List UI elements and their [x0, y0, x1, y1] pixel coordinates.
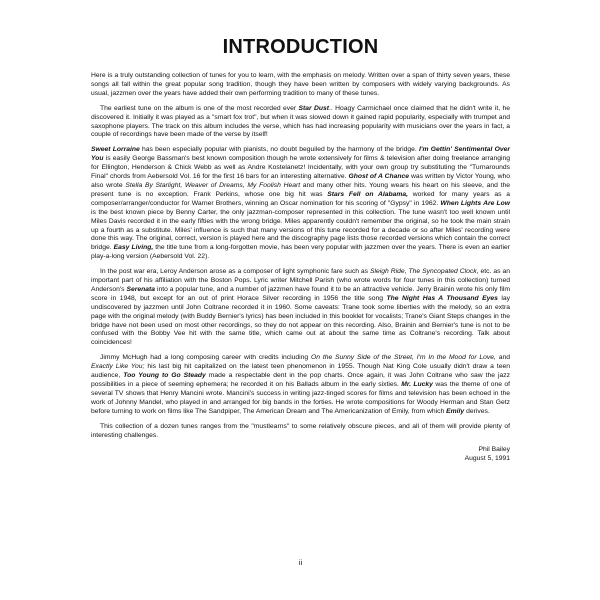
- song-title: Sweet Lorraine: [91, 146, 140, 154]
- song-list: Stella By Starlight, Weaver of Dreams, My Foolish Heart: [125, 181, 301, 189]
- text-run: was the theme of one of several TV shows that Henry Mancini wrote. Mancini's success in writing jazz-tinged scores for films and television has been echoed in the work of Johnny Mandel, who played in and arranged for big bands in the forties. He wrote compositions for Woody Herman and Stan Getz before turning to work on films like The Sandpiper, The American Dream and The Americanization of Emily, from which: [91, 381, 510, 415]
- body-text: [91, 72, 510, 446]
- author-name: Phil Bailey: [478, 446, 510, 453]
- song-title: Easy Living,: [113, 244, 154, 252]
- song-title: Stars Fell on Alabama,: [327, 190, 408, 198]
- song-title: Star Dust: [298, 104, 330, 112]
- song-list: On the Sunny Side of the Street, I'm In the Mood for Love,: [310, 354, 496, 362]
- song-list: Exactly Like You;: [91, 363, 145, 371]
- signature-block: [465, 446, 510, 464]
- text-run: In the post war era, Leroy Anderson arose as a composer of light symphonic fare such as: [100, 268, 371, 276]
- paragraph-mchugh: [91, 354, 510, 416]
- signature-date: August 5, 1991: [464, 454, 510, 462]
- song-title: Emily: [446, 407, 465, 415]
- song-title: When Lights Are Low: [440, 199, 510, 207]
- paragraph-post-war: [91, 268, 510, 348]
- text-run: into a popular tune, and a number of jazzmen have found it to be an attractive vehicle. Jerry Brainin wrote his only film score in 1948, but except for an out of print Horace Silver recording in 1956 the title song: [91, 285, 510, 302]
- paragraph-intro: Here is a truly outstanding collection of tunes for you to learn, with the emphasis on melody. Written over a span of thirty seven years, these songs all fall within the great popular song tradition, though they have been written by composers with widely varying backgrounds. As usual, jazzmen over the years have added their own performing tradition to many of these tunes.: [91, 72, 510, 97]
- text-run: worked for many years as a composer/arranger/conductor for Warner Brothers, winning an Oscar nomination for his scoring of "Gypsy" in 1962.: [91, 190, 510, 207]
- text-run: is easily George Bassman's best known composition though he wrote extensively for films & television after doing freelance arranging for Ellington, Henderson & Chick Webb as well as Andre Kostelanetz! Incidentally, with your own group try substituting the "Turnarounds Final" chords from Aebersold Vol. 16 for the first 16 bars for an interesting alternative.: [91, 155, 510, 181]
- text-run: was written by Victor Young, who also wrote: [91, 173, 510, 189]
- text-run: and: [495, 354, 511, 362]
- text-run: derives.: [464, 407, 490, 415]
- paragraph-closing: This collection of a dozen tunes ranges from the "mustlearns" to some relatively obscure pieces, and all of them will provide plenty of interesting challenges.: [91, 422, 510, 439]
- song-list: Sleigh Ride, The Syncopated Clock,: [370, 268, 479, 276]
- text-run: and many other hits. Young wears his heart on his sleeve, and the present tune is no exception. Frank Perkins, whose one big hit was: [91, 181, 510, 198]
- text-run: the title tune from a long-forgotten movie, has been very popular with jazzmen over the years. There is even an earlier play-a-long version (Aebersold Vol. 22).: [91, 244, 511, 261]
- text-run: made a respectable dent in the pop charts. Once again, it was John Coltrane who saw the jazz possibilities in a piece of seeming ephemera; he recorded it on his Ballads album in the early sixties.: [91, 372, 510, 388]
- song-title: The Night Has A Thousand Eyes: [386, 294, 498, 302]
- song-title: Too Young to Go Steady: [123, 372, 206, 380]
- text-run: lay undiscovered by jazzmen until John Coltrane recorded it in 1960. Some caveats: Trane took some liberties with the melody, so an extra page with the original melody (with Buddy Bernier's lyrics) has been included in this booklet for vocalists; Trane's Giant Steps changes in the bridge have not been used on most other recordings, so they do not appear on this recording. Also, Brainin and Bernier's tune is not to be confused with the Bobby Vee hit with the same title, which came out at about the same time as Coltrane's recording. Talk about coincidences!: [91, 294, 510, 347]
- page-title: INTRODUCTION: [222, 36, 379, 58]
- text-run: is the best known piece by Benny Carter, the only jazzman-composer represented in this collection. The tune wasn't too well known until Miles Davis recorded it in the early fifties with the wrong bridge. Miles apparently couldn't remember the original, so he took the main strain up a fourth as a substitute. Miles' influence is such that many versions of this tune recorded for a decade or so after Miles' recording were done this way. The original, correct, version is played here and the discography page lists those recorded versions which contain the correct bridge.: [91, 208, 510, 252]
- song-title: Ghost of A Chance: [348, 173, 409, 181]
- page: [91, 36, 510, 596]
- song-title: Serenata: [126, 285, 156, 293]
- song-title: I'm Gettin' Sentimental Over You: [91, 146, 511, 163]
- text-run: .. Hoagy Carmichael once claimed that he didn't write it, he discovered it. Initially it was played as a "smart fox trot", but when it was slowed down it gained rapid popularity, especially with trumpet and saxophone players. The track on this album includes the verse, which has had increasing popularity with musicians over the years in fact, a couple of recordings have been made of the verse by itself!: [91, 104, 510, 139]
- page-number: ii: [298, 558, 303, 567]
- text-run: his last big hit capitalized on the latest teen phenomenon in 1955. Though Nat King Cole usually didn't draw a teen audience,: [91, 363, 511, 380]
- text-run: etc. as an important part of his affiliation with the Boston Pops. Lyric writer Mitchell Parish (who wrote words for four tunes in this collection) turned Anderson's: [91, 268, 510, 293]
- paragraph-star-dust: [91, 105, 510, 141]
- song-title: Mr. Lucky: [401, 381, 433, 388]
- text-run: has been especially popular with pianists, no doubt beguiled by the harmony of the bridge.: [139, 146, 420, 154]
- paragraph-tunes: [91, 146, 510, 262]
- text-run: Jimmy McHugh had a long composing career with credits including: [100, 354, 311, 362]
- text-run: The earliest tune on the album is one of the most recorded ever: [100, 104, 299, 112]
